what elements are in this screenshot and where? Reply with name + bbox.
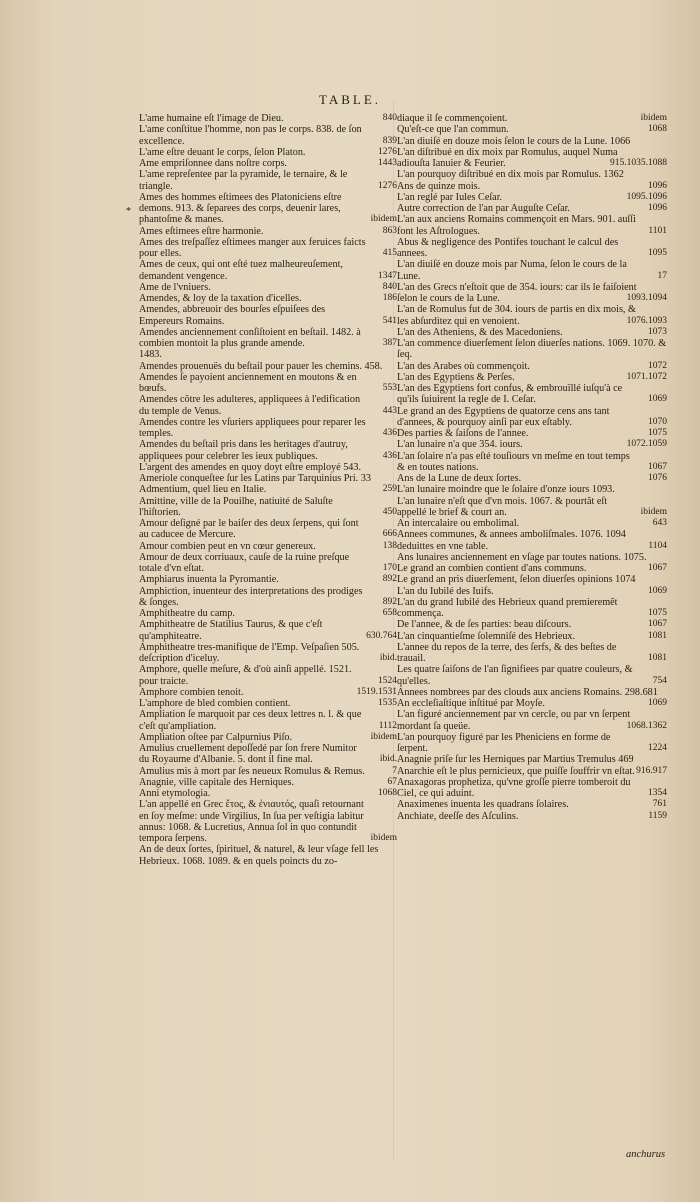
index-entry-page-ref: 1069 xyxy=(648,585,667,596)
index-entry-text: Ames de ceux, qui ont eſté tuez malheureuſement, demandent vengence. xyxy=(139,259,343,282)
index-entry xyxy=(397,304,667,327)
index-entry-page-ref: 1067 xyxy=(648,563,667,573)
index-entry-text: Admentium, quel lieu en Italie. xyxy=(139,484,267,496)
index-entry xyxy=(397,451,667,474)
index-entry xyxy=(139,788,397,799)
index-entry xyxy=(139,394,397,417)
index-entry-page-ref: 658 xyxy=(382,608,397,618)
index-entry-page-ref: 1075 xyxy=(648,608,667,618)
index-entry xyxy=(139,361,397,372)
index-entry-text: L'an des Arabes où commençoit. xyxy=(397,360,530,372)
index-entry-page-ref: 863 xyxy=(382,225,397,236)
index-entry-text: Anni etymologia. xyxy=(139,788,211,799)
index-entry-page-ref: 1093.1094 xyxy=(626,293,667,303)
index-entry-text: Amendes prouenuës du beſtail pour pauer les chemins. 458. xyxy=(139,360,383,372)
index-entry-text: L'an figuré anciennement par vn cercle, ou par vn ſerpent mordant ſa queüe. xyxy=(397,709,631,732)
index-entry-text: L'an diſtribué en dix moix par Romulus, auquel Numa adiouſta Ianuier & Feurier. xyxy=(397,146,618,169)
index-entry-text: Ampliation oſtee par Calpurnius Piſo. xyxy=(139,731,293,743)
index-entry-text: L'an pourquoy figuré par les Pheniciens en forme de ſerpent. xyxy=(397,731,611,754)
index-entry-page-ref: ibidem xyxy=(370,833,397,843)
index-entry-text: L'an pourquoy diſtribué en dix mois par Romulus. 1362 xyxy=(397,169,624,181)
index-entry xyxy=(397,327,667,338)
index-entry-text: Anagnie priſe ſur les Herniques par Martius Tremulus 469 xyxy=(397,754,634,766)
index-entry-text: Amittine, ville de la Pouilhe, natiuité de Saluſte l'hiſtorien. xyxy=(139,495,333,518)
index-entry-page-ref: 840 xyxy=(382,113,397,123)
index-entry-page-ref: 1096 xyxy=(648,180,667,191)
index-entry xyxy=(397,372,667,383)
index-entry xyxy=(139,372,397,395)
index-entry-text: An de deux ſortes, ſpirituel, & naturel, & leur vſage fell les Hebrieux. 1068. 1089. & en quels poincts du zo- xyxy=(139,844,379,867)
index-entry xyxy=(397,136,667,147)
index-entry-page-ref: 839 xyxy=(382,135,397,146)
index-entry-text: Annees nombrees par des clouds aux anciens Romains. 298.681 xyxy=(397,686,658,698)
index-entry xyxy=(397,192,667,203)
index-entry-text: Amphiarus inuenta la Pyromantie. xyxy=(139,574,279,586)
index-entry-page-ref: 1068 xyxy=(648,124,667,135)
index-entry-page-ref: 1075 xyxy=(648,428,667,438)
index-entry xyxy=(397,597,667,620)
index-entry xyxy=(139,327,397,350)
index-entry xyxy=(397,282,667,305)
index-entry-text: L'ame humaine eſt l'image de Dieu. xyxy=(139,113,284,124)
index-entry-page-ref: 1104 xyxy=(648,540,667,551)
index-entry-page-ref: ibidem xyxy=(640,506,667,517)
index-entry-page-ref: 1095 xyxy=(648,248,667,258)
index-entry xyxy=(139,282,397,293)
index-entry-page-ref: 1067 xyxy=(648,461,667,472)
index-entry xyxy=(139,113,397,124)
index-entry-text: An intercalaire ou embolimal. xyxy=(397,518,520,529)
index-entry-page-ref: 916.917 xyxy=(636,765,667,776)
index-entry-page-ref: 7 xyxy=(392,765,397,776)
index-entry xyxy=(397,631,667,642)
index-entry-page-ref: 1069 xyxy=(648,394,667,405)
index-entry-page-ref: 643 xyxy=(652,518,667,528)
index-entry-text: L'an diuiſé en douze mois ſelon le cours de la Lune. 1066 xyxy=(397,135,631,147)
index-entry xyxy=(397,777,667,800)
index-entry-page-ref: 415 xyxy=(382,248,397,258)
index-entry xyxy=(139,226,397,237)
index-entry xyxy=(397,181,667,192)
index-entry xyxy=(397,439,667,450)
index-entry-text: L'ame repreſentee par la pyramide, le ternaire, & le triangle. xyxy=(139,169,348,192)
index-entry-page-ref: 436 xyxy=(382,428,397,438)
index-entry-text: L'an de Romulus fut de 304. iours de partis en dix mois, & les abſurditez qui en venoient. xyxy=(397,304,636,327)
index-entry-page-ref: 387 xyxy=(382,338,397,348)
index-entry xyxy=(397,147,667,170)
index-entry-text: L'an des Egyptiens & Perſes. xyxy=(397,371,515,383)
index-entry xyxy=(139,698,397,709)
index-entry-text: Amphitheatre de Statilius Taurus, & que c'eſt qu'amphiteatre. xyxy=(139,619,323,642)
index-entry xyxy=(139,743,397,766)
index-entry-text: L'annee du repos de la terre, des ſerfs, & des beſtes de trauail. xyxy=(397,641,617,664)
index-entry-page-ref: 761 xyxy=(652,799,667,810)
index-entry xyxy=(139,158,397,169)
index-entry xyxy=(139,552,397,575)
index-entry-text: L'an du Iubilé des Iuifs. xyxy=(397,585,494,597)
index-entry-text: 1483. xyxy=(139,349,162,361)
index-entry-text: L'amphore de bled combien contient. xyxy=(139,698,291,709)
index-entry-page-ref: ibidem xyxy=(370,731,397,742)
index-entry xyxy=(397,338,667,361)
index-entry-text: Amendes, abbreuoir des bourſes eſpuiſees des Empereurs Romains. xyxy=(139,304,326,327)
index-entry-page-ref: 1069 xyxy=(648,698,667,708)
index-entry-text: Autre correction de l'an par Auguſte Ceſar. xyxy=(397,203,570,214)
index-entry-page-ref: 1224 xyxy=(648,743,667,753)
index-entry-text: Anagnie, ville capitale des Herniques. xyxy=(139,776,295,788)
index-entry xyxy=(397,259,667,282)
index-entry xyxy=(397,799,667,810)
index-entry-page-ref: 138 xyxy=(382,540,397,551)
index-entry-page-ref: 1276 xyxy=(378,180,397,191)
index-entry-text: Anaximenes inuenta les quadrans ſolaires. xyxy=(397,799,569,811)
index-entry-page-ref: 1076.1093 xyxy=(626,315,667,326)
index-entry-text: Amulius mis à mort par ſes neueux Romulus & Remus. xyxy=(139,765,365,777)
index-entry-text: Amendes anciennement conſiſtoient en beſtail. 1482. à combien montoit la plus grande amende. xyxy=(139,326,361,349)
index-entry xyxy=(397,754,667,765)
index-entry-text: Amendes du beſtail pris dans les heritages d'autruy, appliquees pour celebrer les ieux publiques. xyxy=(139,439,348,462)
index-entry xyxy=(397,563,667,574)
index-entry-page-ref: 1072.1059 xyxy=(626,439,667,450)
index-entry-text: Anaxagoras prophetiza, qu'vne groſſe pierre tomberoit du Ciel, ce qui aduint. xyxy=(397,776,631,799)
index-entry-text: Ampliation ſe marquoit par ces deux lettres n. l. & que c'eſt qu'ampliation. xyxy=(139,709,362,732)
index-entry xyxy=(397,203,667,214)
index-entry-page-ref: 443 xyxy=(382,405,397,416)
index-entry-page-ref: 1070 xyxy=(648,416,667,427)
index-entry xyxy=(139,574,397,585)
index-entry xyxy=(397,113,667,124)
index-entry-text: Les quatre ſaiſons de l'an ſignifiees par quatre couleurs, & qu'elles. xyxy=(397,664,633,687)
index-entry xyxy=(397,496,667,519)
index-entry-page-ref: 186 xyxy=(382,293,397,303)
index-entry xyxy=(139,147,397,158)
index-entry xyxy=(397,732,667,755)
index-entry xyxy=(397,574,667,585)
index-entry-page-ref: 630.764 xyxy=(366,630,397,641)
index-entry-text: Le grand an pris diuerſement, ſelon diuerſes opinions 1074 xyxy=(397,574,636,586)
index-entry-page-ref: 1276 xyxy=(378,146,397,157)
index-entry xyxy=(139,169,397,192)
index-entry xyxy=(139,496,397,519)
index-entry-text: L'an lunaire moindre que le ſolaire d'onze iours 1093. xyxy=(397,484,615,496)
index-entry xyxy=(397,214,667,237)
index-entry-text: L'an des Egyptiens fort confus, & embrouïllé iuſqu'à ce qu'ils ſuiuirent la regle de I. Ceſar. xyxy=(397,383,623,406)
index-entry xyxy=(139,192,397,226)
index-entry-text: Anchiate, deeſſe des Aſculins. xyxy=(397,810,519,822)
index-entry xyxy=(397,124,667,135)
page-header-title: TABLE. xyxy=(318,92,382,107)
index-entry-page-ref: 1535 xyxy=(378,698,397,708)
index-entry xyxy=(139,293,397,304)
index-entry xyxy=(139,586,397,609)
index-entry-text: Amulius cruellement depoſſedé par ſon frere Numitor du Royaume d'Albanie. 5. dont il fine mal. xyxy=(139,743,357,766)
index-entry xyxy=(139,777,397,788)
index-entry-page-ref: 1067 xyxy=(648,619,667,630)
index-entry-text: Amphore, quelle meſure, & d'où ainſi appellé. 1521. pour traicte. xyxy=(139,664,352,687)
index-entry-page-ref: 1354 xyxy=(648,788,667,798)
index-entry xyxy=(397,709,667,732)
index-entry-page-ref: 892 xyxy=(382,574,397,585)
index-entry-page-ref: 553 xyxy=(382,383,397,393)
index-entry-text: Ames des hommes eſtimees des Platoniciens eſtre demons. 913. & ſeparees des corps, deuenir lares, phantoſme & manes. xyxy=(139,191,342,226)
index-entry-text: Qu'eſt-ce que l'an commun. xyxy=(397,124,509,136)
index-entry-text: L'an des Grecs n'eſtoit que de 354. iours: car ils le faiſoient ſelon le cours de la Lune. xyxy=(397,281,637,304)
index-entry-text: Amendes ſe payoient anciennement en moutons & en bœufs. xyxy=(139,371,357,394)
index-entry-page-ref: ibidem xyxy=(640,113,667,123)
index-entry-page-ref: 1159 xyxy=(648,810,667,821)
index-entry xyxy=(397,766,667,777)
index-entry xyxy=(139,664,397,687)
index-entry-text: Ames eſtimees eſtre harmonie. xyxy=(139,225,264,237)
index-entry-text: L'an des Atheniens, & des Macedoniens. xyxy=(397,326,563,338)
index-entry-text: diaque il ſe commençoient. xyxy=(397,113,508,124)
index-entry xyxy=(139,608,397,619)
index-entry-text: L'an lunaire n'a que 354. iours. xyxy=(397,439,523,451)
index-entry-text: Amendes cõtre les adulteres, appliquees à l'edification du temple de Venus. xyxy=(139,394,361,417)
index-entry xyxy=(139,709,397,732)
index-entry-text: Ame empriſonnee dans noſtre corps. xyxy=(139,158,287,169)
index-entry-text: L'an ſolaire n'a pas eſté touſiours vn meſme en tout temps & en toutes nations. xyxy=(397,450,630,473)
index-entry-text: Annees communes, & annees amboliſmales. 1076. 1094 deduittes en vne table. xyxy=(397,529,626,552)
index-entry-page-ref: 1073 xyxy=(648,326,667,337)
index-entry-text: Le grand an combien contient d'ans communs. xyxy=(397,563,587,574)
index-entry-text: L'an reglé par Iules Ceſar. xyxy=(397,191,503,203)
index-entry xyxy=(139,766,397,777)
index-entry-text: L'an commence diuerſement ſelon diuerſes nations. 1069. 1070. & ſeq. xyxy=(397,338,667,361)
index-entry xyxy=(397,406,667,429)
index-entry-page-ref: 541 xyxy=(382,315,397,326)
index-entry-page-ref: 1524 xyxy=(378,675,397,686)
index-entry-page-ref: 1095.1096 xyxy=(626,191,667,202)
index-entry xyxy=(397,237,667,260)
index-entry xyxy=(397,484,667,495)
index-entry-page-ref: 170 xyxy=(382,563,397,573)
index-entry-page-ref: 67 xyxy=(387,776,397,787)
index-entry xyxy=(139,462,397,473)
index-entry-text: Amphiction, inuenteur des interpretations des prodiges & ſonges. xyxy=(139,585,363,608)
index-entry-page-ref: 1443 xyxy=(378,158,397,168)
index-entry xyxy=(139,642,397,665)
index-entry xyxy=(139,259,397,282)
index-entry-page-ref: 450 xyxy=(382,506,397,517)
index-entry-page-ref: ibid. xyxy=(379,754,397,765)
index-entry-text: Ames des treſpaſſez eſtimees manger aux feruices faicts pour elles. xyxy=(139,236,366,259)
index-entry-text: An eccleſiaſtique inſtitué par Moyſe. xyxy=(397,698,545,709)
index-entry-text: Abus & negligence des Pontifes touchant le calcul des annees. xyxy=(397,236,619,259)
index-entry-text: L'argent des amendes en quoy doyt eſtre employé 543. xyxy=(139,461,362,473)
index-entry xyxy=(139,439,397,462)
index-entry-page-ref: 915.1035.1088 xyxy=(610,158,667,168)
index-entry xyxy=(397,619,667,630)
index-entry xyxy=(397,428,667,439)
index-entry-text: Amphitheatre du camp. xyxy=(139,608,235,619)
index-entry-page-ref: 1076 xyxy=(648,473,667,483)
index-column-left xyxy=(139,113,397,867)
index-entry xyxy=(397,361,667,372)
index-entry-page-ref: 1068 xyxy=(378,788,397,798)
index-entry xyxy=(139,687,397,698)
index-entry xyxy=(139,799,397,844)
index-entry xyxy=(139,304,397,327)
index-entry-text: De l'annee, & de ſes parties: beau diſcours. xyxy=(397,619,572,631)
index-entry-text: Amphitheatre tres-manifique de l'Emp. Veſpaſien 505. deſcription d'iceluy. xyxy=(139,641,360,664)
index-entry xyxy=(139,417,397,440)
index-entry-page-ref: 1519.1531 xyxy=(356,686,397,697)
index-entry-text: Ameriole conqueſtee ſur les Latins par Tarquinius Pri. 33 xyxy=(139,473,371,484)
index-entry-page-ref: ibidem xyxy=(370,214,397,225)
index-entry-page-ref: 1072 xyxy=(648,360,667,371)
index-entry xyxy=(397,698,667,709)
index-entry-text: Ans lunaires anciennement en vſage par toutes nations. 1075. xyxy=(397,551,647,563)
index-entry-page-ref: 1068.1362 xyxy=(626,720,667,731)
index-entry xyxy=(397,586,667,597)
index-entry-page-ref: 1081 xyxy=(648,630,667,641)
index-entry xyxy=(397,552,667,563)
margin-asterisk: * xyxy=(126,206,131,217)
index-entry xyxy=(397,811,667,822)
index-entry xyxy=(397,518,667,529)
index-entry xyxy=(139,732,397,743)
index-entry-page-ref: 840 xyxy=(382,281,397,292)
index-entry-text: Des parties & ſaiſons de l'annee. xyxy=(397,428,529,439)
index-entry-text: L'ame conſtitue l'homme, non pas le corps. 838. de ſon excellence. xyxy=(139,124,362,147)
index-entry-page-ref: 1096 xyxy=(648,203,667,213)
index-entry-text: Amphore combien tenoit. xyxy=(139,686,244,698)
index-entry-text: L'an cinquantieſme ſolemniſé des Hebrieux. xyxy=(397,630,576,642)
index-entry-page-ref: 259 xyxy=(382,484,397,495)
index-entry-text: Anarchie eſt le plus pernicieux, que puiſſe ſouffrir vn eſtat. xyxy=(397,765,635,777)
index-entry xyxy=(139,541,397,552)
index-entry xyxy=(139,349,397,360)
index-entry-text: Amour deſigné par le baiſer des deux ſerpens, qui ſont au caducee de Mercure. xyxy=(139,518,359,541)
index-entry-text: L'an aux anciens Romains commençoit en Mars. 901. auſſi font les Aſtrologues. xyxy=(397,214,636,237)
index-entry xyxy=(397,383,667,406)
index-entry xyxy=(397,687,667,698)
index-entry-text: Ame de l'vniuers. xyxy=(139,281,211,293)
index-entry-page-ref: 17 xyxy=(657,270,667,281)
index-entry-page-ref: 1081 xyxy=(648,653,667,663)
index-entry xyxy=(397,169,667,180)
index-entry-page-ref: 1071.1072 xyxy=(626,371,667,382)
index-entry xyxy=(397,473,667,484)
index-entry-text: Le grand an des Egyptiens de quatorze cens ans tant d'annees, & pourquoy ainſi par eux eſtably. xyxy=(397,405,610,428)
index-entry-text: Amendes, & loy de la taxation d'icelles. xyxy=(139,293,302,304)
index-entry-text: L'an diuiſé en douze mois par Numa, ſelon le cours de la Lune. xyxy=(397,259,627,282)
index-entry-text: L'ame eſtre deuant le corps, ſelon Platon. xyxy=(139,146,306,158)
index-entry-page-ref: 1347 xyxy=(378,270,397,281)
index-entry xyxy=(397,642,667,665)
catchword: anchurus xyxy=(626,1149,666,1160)
index-column-right xyxy=(397,113,667,822)
index-entry-text: Amendes contre les vſuriers appliquees pour reparer les temples. xyxy=(139,416,366,439)
index-entry-page-ref: ibid. xyxy=(379,653,397,663)
index-entry xyxy=(139,844,397,867)
index-entry xyxy=(139,619,397,642)
index-entry-text: L'an appellé en Grec ἔτος, & ἐνιαυτός, quaſi retournant en ſoy meſme: unde Virgilius, In ſua per veſtigia labitur annus: 1068. & Lucretius, Annua ſol in quo contundit tempora ſerpens. xyxy=(139,799,364,844)
index-entry-page-ref: 666 xyxy=(382,529,397,540)
index-entry-page-ref: 754 xyxy=(652,675,667,686)
index-entry-text: L'an lunaire n'eſt que d'vn mois. 1067. & pourtãt eſt appellé le brief & court an. xyxy=(397,495,608,518)
index-entry xyxy=(397,664,667,687)
index-entry-text: Ans de quinze mois. xyxy=(397,180,481,192)
index-entry-page-ref: 1112 xyxy=(378,720,397,731)
index-entry xyxy=(139,237,397,260)
index-entry xyxy=(139,473,397,484)
index-entry-text: Ans de la Lune de deux ſortes. xyxy=(397,473,522,484)
index-entry xyxy=(139,124,397,147)
index-entry xyxy=(139,484,397,495)
index-entry-page-ref: 1101 xyxy=(648,225,667,236)
index-entry xyxy=(139,518,397,541)
index-entry-page-ref: 436 xyxy=(382,450,397,461)
index-entry xyxy=(397,529,667,552)
index-entry-text: Amour de deux corriuaux, cauſe de la ruine preſque totale d'vn eſtat. xyxy=(139,551,350,574)
index-entry-text: L'an du grand Iubilé des Hebrieux quand premieremẽt commença. xyxy=(397,596,618,619)
index-entry-page-ref: 892 xyxy=(382,596,397,607)
index-entry-text: Amour combien peut en vn cœur genereux. xyxy=(139,540,316,552)
